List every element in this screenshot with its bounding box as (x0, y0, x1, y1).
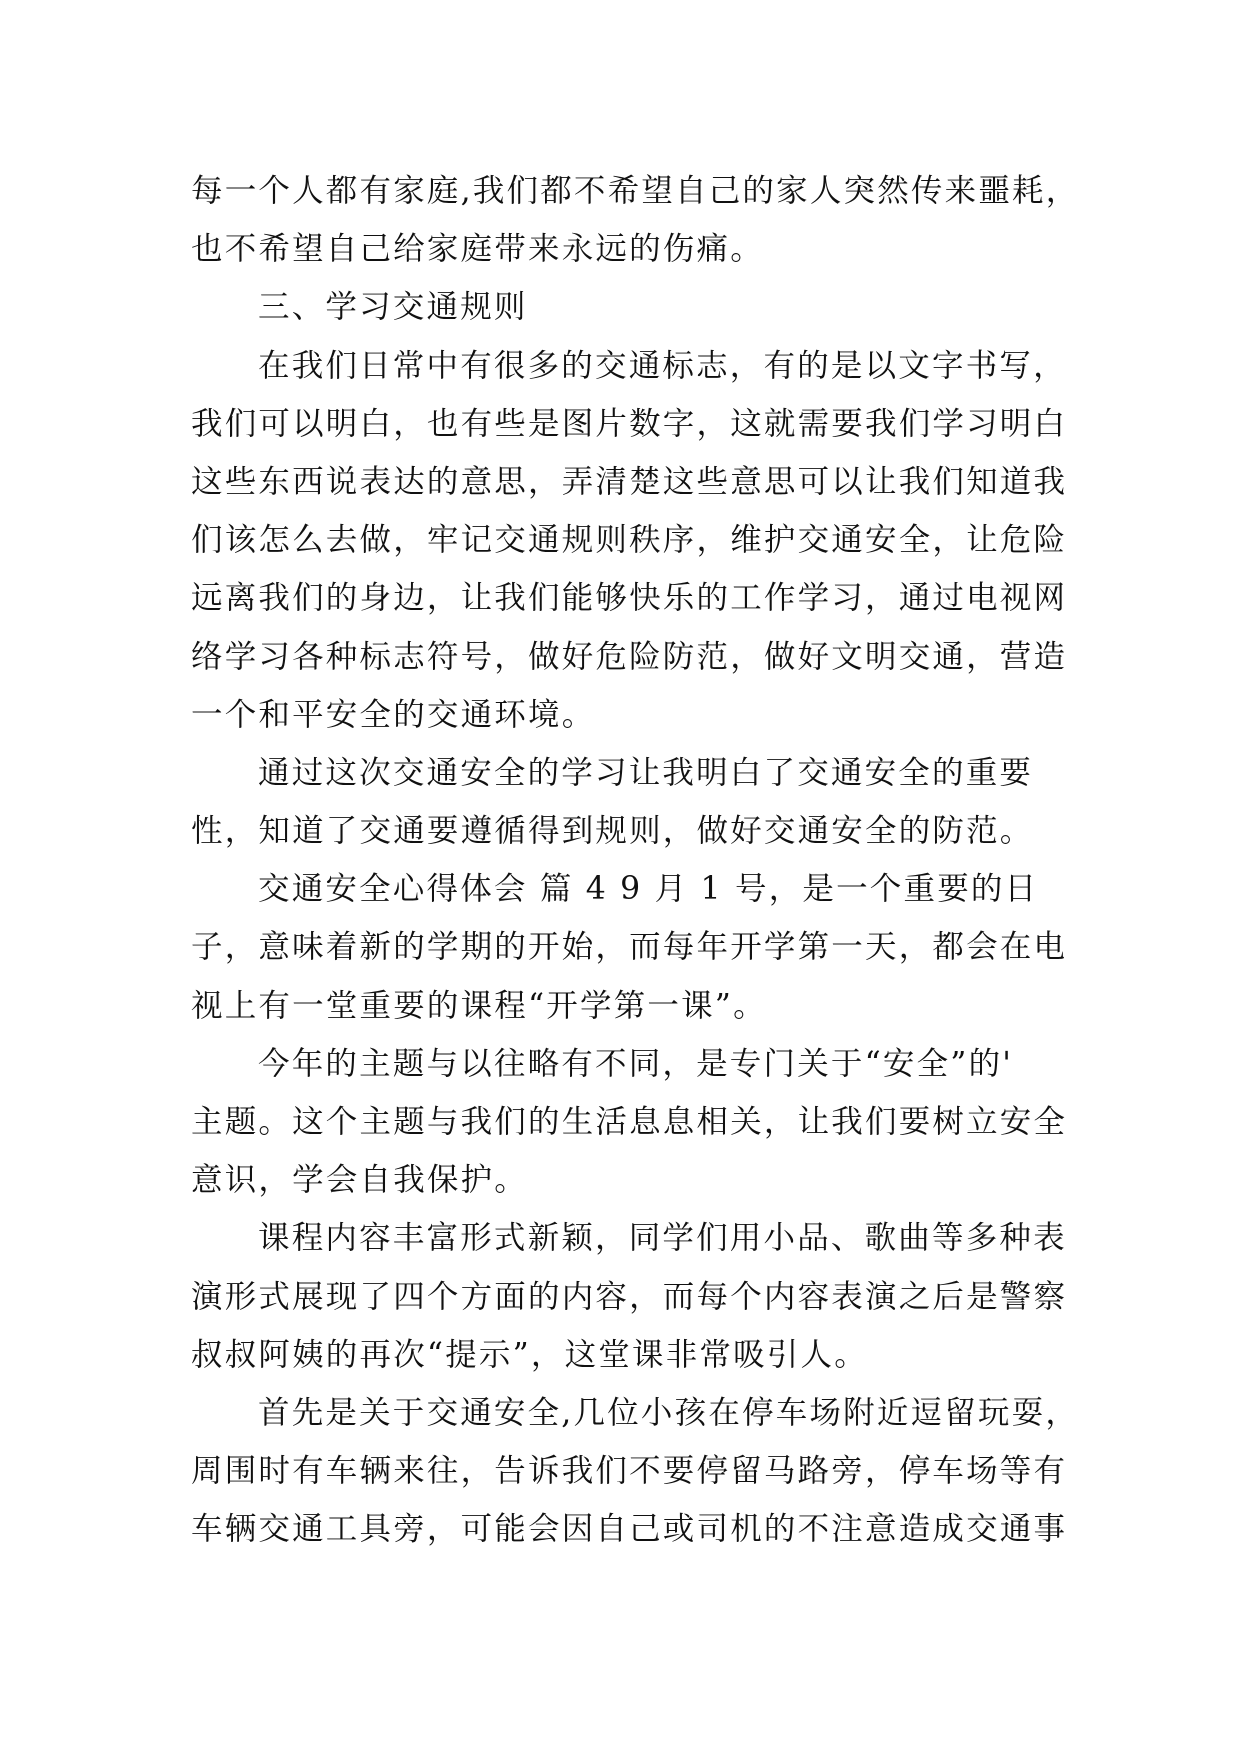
text-line: 们该怎么去做，牢记交通规则秩序，维护交通安全，让危险 (191, 522, 1068, 559)
text-line: 络学习各种标志符号，做好危险防范，做好文明交通，营造 (191, 638, 1068, 675)
text-line: 课程内容丰富形式新颖，同学们用小品、歌曲等多种表 (258, 1220, 1067, 1257)
text-line: 演形式展现了四个方面的内容，而每个内容表演之后是警察 (191, 1278, 1068, 1315)
text-line: 我们可以明白，也有些是图片数字，这就需要我们学习明白 (191, 405, 1068, 442)
text-line: 远离我们的身边，让我们能够快乐的工作学习，通过电视网 (191, 580, 1068, 617)
text-line: 通过这次交通安全的学习让我明白了交通安全的重要 (258, 754, 1034, 791)
text-line: 车辆交通工具旁，可能会因自己或司机的不注意造成交通事 (191, 1511, 1068, 1548)
text-line: 交通安全心得体会 篇 4 9 月 1 号，是一个重要的日 (258, 871, 1039, 908)
text-line: 主题。这个主题与我们的生活息息相关，让我们要树立安全 (191, 1104, 1068, 1140)
text-line: 这些东西说表达的意思，弄清楚这些意思可以让我们知道我 (191, 463, 1068, 500)
section-heading: 三、学习交通规则 (258, 289, 528, 326)
document-body (191, 162, 1081, 1559)
text-line: 叔叔阿姨的再次“提示”，这堂课非常吸引人。 (191, 1336, 868, 1373)
text-line: 一个和平安全的交通环境。 (191, 696, 596, 733)
text-line: 今年的主题与以往略有不同，是专门关于“安全”的' (258, 1045, 1014, 1082)
text-line: 周围时有车辆来往，告诉我们不要停留马路旁，停车场等有 (191, 1453, 1068, 1490)
text-line: 视上有一堂重要的课程“开学第一课”。 (191, 987, 767, 1024)
text-line: 性，知道了交通要遵循得到规则，做好交通安全的防范。 (191, 813, 1034, 850)
text-line: 子，意味着新的学期的开始，而每年开学第一天，都会在电 (191, 929, 1068, 966)
text-line: 意识，学会自我保护。 (191, 1162, 529, 1199)
text-line: 每一个人都有家庭,我们都不希望自己的家人突然传来噩耗， (191, 173, 1080, 209)
text-line: 首先是关于交通安全,几位小孩在停车场附近逗留玩耍， (258, 1394, 1080, 1431)
text-line: 也不希望自己给家庭带来永远的伤痛。 (191, 231, 764, 268)
text-line: 在我们日常中有很多的交通标志，有的是以文字书写， (258, 347, 1067, 384)
